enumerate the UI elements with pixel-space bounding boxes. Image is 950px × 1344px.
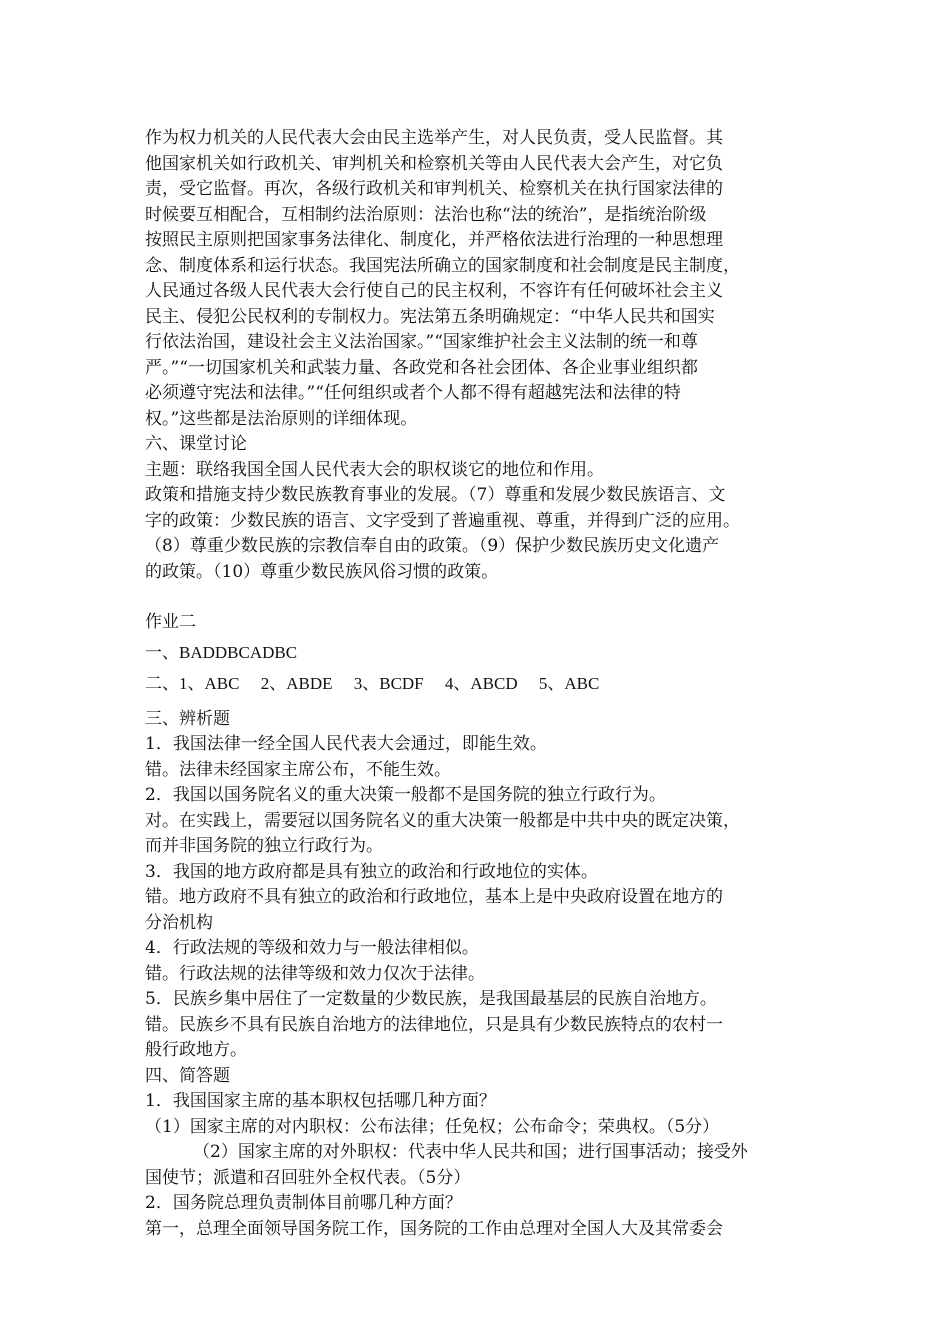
answer: （1）国家主席的对内职权：公布法律；任免权；公布命令；荣典权。（5分）	[145, 1116, 720, 1137]
answer: 错。行政法规的法律等级和效力仅次于法律。	[145, 963, 485, 984]
paragraph-line: 按照民主原则把国家事务法律化、制度化，并严格依法进行治理的一种思想理	[145, 230, 723, 250]
discussion-topic: 主题：联络我国全国人民代表大会的职权谈它的地位和作用。	[145, 459, 604, 480]
paragraph-line: （8）尊重少数民族的宗教信奉自由的政策。（9）保护少数民族历史文化遗产	[145, 536, 720, 556]
paragraph-line: 他国家机关如行政机关、审判机关和检察机关等由人民代表大会产生，对它负	[145, 153, 723, 174]
paragraph-line: 念、制度体系和运行状态。我国宪法所确立的国家制度和社会制度是民主制度，	[145, 255, 740, 276]
paragraph-line: 作为权力机关的人民代表大会由民主选举产生，对人民负责，受人民监督。其	[145, 128, 723, 148]
answer: 第一，总理全面领导国务院工作，国务院的工作由总理对全国人大及其常委会	[145, 1218, 723, 1239]
paragraph-line: 行依法治国，建设社会主义法治国家。”“国家维护社会主义法制的统一和尊	[145, 332, 698, 352]
section-heading: 三、辨析题	[145, 708, 230, 729]
paragraph-line: 字的政策：少数民族的语言、文字受到了普遍重视、尊重，并得到广泛的应用。	[145, 510, 740, 531]
answer: 错。民族乡不具有民族自治地方的法律地位，只是具有少数民族特点的农村一	[145, 1014, 723, 1035]
answer: 般行政地方。	[145, 1040, 247, 1060]
section-heading: 六、课堂讨论	[145, 434, 247, 454]
paragraph-line: 必须遵守宪法和法律。”“任何组织或者个人都不得有超越宪法和法律的特	[145, 383, 681, 403]
question: 1．我国国家主席的基本职权包括哪几种方面？	[145, 1091, 496, 1111]
paragraph-line: 严。”“一切国家机关和武装力量、各政党和各社会团体、各企业事业组织都	[145, 357, 698, 378]
question: 2．国务院总理负责制体目前哪几种方面？	[145, 1193, 462, 1213]
answer: 分治机构	[145, 912, 213, 933]
paragraph-line: 人民通过各级人民代表大会行使自己的民主权利，不容许有任何破坏社会主义	[145, 281, 723, 301]
question: 5．民族乡集中居住了一定数量的少数民族，是我国最基层的民族自治地方。	[145, 989, 717, 1009]
answer: 对。在实践上，需要冠以国务院名义的重大决策一般都是中共中央的既定决策，	[145, 810, 740, 831]
question: 3．我国的地方政府都是具有独立的政治和行政地位的实体。	[145, 861, 598, 882]
answer: 而并非国务院的独立行政行为。	[145, 836, 383, 856]
paragraph-line: 民主、侵犯公民权利的专制权力。宪法第五条明确规定：“中华人民共和国实	[145, 306, 715, 327]
paragraph-line: 权。”这些都是法治原则的详细体现。	[145, 408, 418, 429]
question: 1．我国法律一经全国人民代表大会通过，即能生效。	[145, 734, 547, 754]
question: 2．我国以国务院名义的重大决策一般都不是国务院的独立行政行为。	[145, 785, 666, 805]
paragraph-line: 时候要互相配合，互相制约法治原则：法治也称“法的统治”，是指统治阶级	[145, 204, 707, 225]
document-page	[145, 126, 817, 1242]
paragraph-line: 责，受它监督。再次，各级行政机关和审判机关、检察机关在执行国家法律的	[145, 179, 723, 199]
paragraph-line: 政策和措施支持少数民族教育事业的发展。（7）尊重和发展少数民族语言、文	[145, 485, 726, 505]
answer-choices-multiple: 二、1、ABC 2、ABDE 3、BCDF 4、ABCD 5、ABC	[145, 674, 600, 693]
paragraph-line: 的政策。（10）尊重少数民族风俗习惯的政策。	[145, 561, 499, 582]
homework-heading: 作业二	[145, 612, 196, 632]
section-heading: 四、简答题	[145, 1065, 230, 1086]
answer: 错。地方政府不具有独立的政治和行政地位，基本上是中央政府设置在地方的	[145, 887, 723, 907]
answer: 国使节；派遣和召回驻外全权代表。（5分）	[145, 1167, 471, 1188]
answer: （2）国家主席的对外职权：代表中华人民共和国；进行国事活动；接受外	[193, 1142, 748, 1162]
answer: 错。法律未经国家主席公布，不能生效。	[145, 759, 451, 780]
answer-choices-single: 一、BADDBCADBC	[145, 642, 298, 662]
question: 4．行政法规的等级和效力与一般法律相似。	[145, 938, 479, 958]
